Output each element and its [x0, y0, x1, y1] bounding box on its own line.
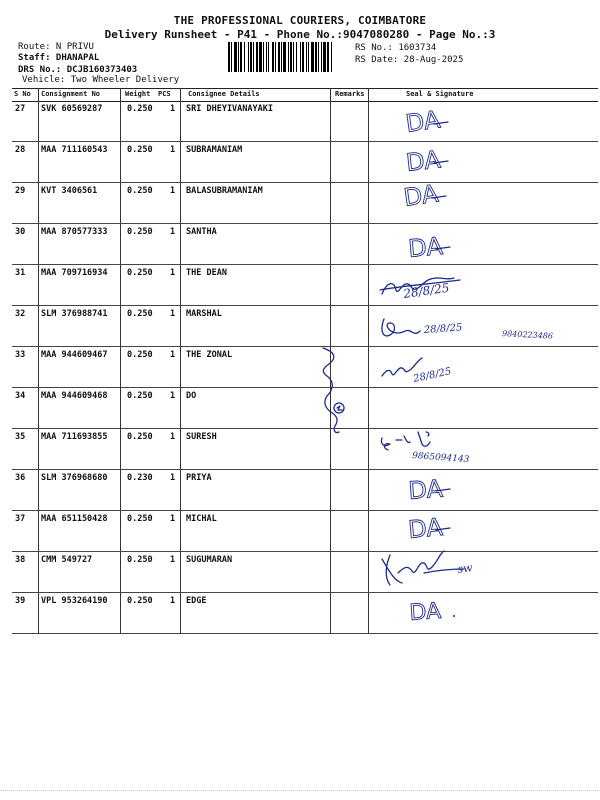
handwritten-text: DA — [407, 232, 444, 263]
signature-cell — [362, 510, 598, 551]
staff-text: Staff: DHANAPAL — [18, 53, 100, 63]
signature-scribble — [362, 428, 598, 469]
table-row — [12, 387, 598, 429]
drs-number: DRS No.: DCJB160373403 — [18, 65, 138, 75]
row-weight: 0.230 — [127, 473, 153, 483]
col-consignee: Consignee Details — [188, 90, 260, 98]
handwritten-text: DA — [404, 145, 442, 177]
signature-cell — [362, 346, 598, 387]
col-seal: Seal & Signature — [406, 90, 474, 98]
row-sno: 35 — [15, 432, 26, 442]
row-consignee: MICHAL — [186, 514, 217, 524]
row-consignment-no: KVT 3406561 — [41, 186, 98, 196]
da-signature — [362, 469, 598, 510]
row-consignee: SANTHA — [186, 227, 217, 237]
handwritten-text: DA — [408, 598, 442, 626]
table-row — [12, 346, 598, 388]
row-pcs: 1 — [170, 309, 176, 319]
row-weight: 0.250 — [127, 514, 153, 524]
row-weight: 0.250 — [127, 309, 153, 319]
row-weight: 0.250 — [127, 391, 153, 401]
signature-cell — [362, 305, 598, 346]
row-pcs: 1 — [170, 514, 176, 524]
table-row — [12, 100, 598, 142]
row-consignee: EDGE — [186, 596, 207, 606]
row-sno: 37 — [15, 514, 26, 524]
row-weight: 0.250 — [127, 186, 153, 196]
route-text: Route: N PRIVU — [18, 42, 94, 52]
handwritten-text: 28/8/25 — [402, 280, 451, 301]
row-pcs: 1 — [170, 596, 176, 606]
signature-cell — [362, 469, 598, 510]
da-signature — [362, 141, 598, 182]
col-consignment: Consignment No — [41, 90, 101, 98]
row-pcs: 1 — [170, 432, 176, 442]
row-sno: 36 — [15, 473, 26, 483]
row-pcs: 1 — [170, 555, 176, 565]
row-consignment-no: MAA 944609467 — [41, 350, 108, 360]
row-consignee: THE ZONAL — [186, 350, 233, 360]
handwritten-text: DA — [407, 513, 444, 544]
row-consignee: PRIYA — [186, 473, 212, 483]
row-consignment-no: MAA 711693855 — [41, 432, 108, 442]
signature-cell — [362, 179, 598, 223]
col-remarks: Remarks — [335, 90, 365, 98]
row-sno: 31 — [15, 268, 26, 278]
row-consignee: MARSHAL — [186, 309, 222, 319]
row-pcs: 1 — [170, 227, 176, 237]
row-pcs: 1 — [170, 350, 176, 360]
row-consignment-no: VPL 953264190 — [41, 596, 108, 606]
da-signature — [362, 100, 598, 141]
row-consignee: THE DEAN — [186, 268, 227, 278]
row-sno: 34 — [15, 391, 26, 401]
row-weight: 0.250 — [127, 596, 153, 606]
signature-scribble — [362, 305, 598, 346]
da-signature — [362, 510, 598, 551]
table-row — [12, 510, 598, 552]
row-pcs: 1 — [170, 391, 176, 401]
row-consignee: SURESH — [186, 432, 217, 442]
table-row — [12, 592, 598, 634]
table-row — [12, 469, 598, 511]
handwritten-text: DA — [403, 105, 442, 138]
signature-cell — [362, 592, 598, 633]
row-consignment-no: MAA 711160543 — [41, 145, 108, 155]
row-pcs: 1 — [170, 268, 176, 278]
row-weight: 0.250 — [127, 268, 153, 278]
table-row — [12, 179, 598, 224]
row-sno: 39 — [15, 596, 26, 606]
row-weight: 0.250 — [127, 227, 153, 237]
col-pcs: PCS — [158, 90, 171, 98]
signature-cell — [362, 141, 598, 182]
handwritten-text: 9865094143 — [411, 451, 470, 465]
row-consignee: SUBRAMANIAM — [186, 145, 243, 155]
signature-cell — [362, 100, 598, 141]
rs-date: RS Date: 28-Aug-2025 — [355, 55, 464, 65]
signature-cell — [362, 223, 598, 264]
signature-scribble — [362, 264, 598, 305]
signature-cell — [362, 551, 598, 592]
row-consignment-no: SVK 60569287 — [41, 104, 103, 114]
table-row — [12, 305, 598, 347]
row-consignee: SRI DHEYIVANAYAKI — [186, 104, 273, 114]
handwritten-text: DA — [401, 179, 440, 212]
row-consignment-no: MAA 651150428 — [41, 514, 108, 524]
handwritten-text: 9840223486 — [501, 329, 554, 341]
runsheet-subtitle: Delivery Runsheet - P41 - Phone No.:9047080280 - Page No.:3 — [104, 28, 496, 41]
signature-scribble — [362, 346, 598, 387]
row-pcs: 1 — [170, 473, 176, 483]
handwritten-text: 28/8/25 — [423, 322, 463, 336]
row-consignment-no: SLM 376988741 — [41, 309, 108, 319]
row-weight: 0.250 — [127, 555, 153, 565]
signature-cell — [362, 264, 598, 305]
row-consignee: BALASUBRAMANIAM — [186, 186, 263, 196]
row-consignment-no: MAA 870577333 — [41, 227, 108, 237]
row-consignment-no: MAA 709716934 — [41, 268, 108, 278]
row-consignee: SUGUMARAN — [186, 555, 233, 565]
rs-number: RS No.: 1603734 — [355, 43, 437, 53]
page-footer — [0, 790, 600, 799]
row-sno: 27 — [15, 104, 26, 114]
da-signature — [362, 179, 598, 223]
row-consignment-no: MAA 944609468 — [41, 391, 108, 401]
row-pcs: 1 — [170, 186, 176, 196]
handwritten-text: DA — [407, 474, 444, 505]
row-pcs: 1 — [170, 104, 176, 114]
row-pcs: 1 — [170, 145, 176, 155]
row-sno: 33 — [15, 350, 26, 360]
col-sno: S No — [14, 90, 31, 98]
row-consignee: DO — [186, 391, 197, 401]
row-consignment-no: CMM 549727 — [41, 555, 93, 565]
table-row — [12, 551, 598, 593]
row-sno: 32 — [15, 309, 26, 319]
table-row — [12, 223, 598, 265]
barcode-icon — [228, 42, 352, 72]
row-sno: 30 — [15, 227, 26, 237]
row-weight: 0.250 — [127, 350, 153, 360]
table-row — [12, 141, 598, 183]
row-weight: 0.250 — [127, 432, 153, 442]
handwritten-text: 28/8/25 — [412, 366, 453, 385]
signature-scribble — [362, 551, 598, 592]
signature-cell — [362, 387, 598, 428]
row-sno: 38 — [15, 555, 26, 565]
row-weight: 0.250 — [127, 145, 153, 155]
col-weight: Weight — [125, 90, 151, 98]
da-signature — [362, 592, 598, 633]
row-sno: 28 — [15, 145, 26, 155]
row-consignment-no: SLM 376968680 — [41, 473, 108, 483]
company-title: THE PROFESSIONAL COURIERS, COIMBATORE — [173, 14, 427, 27]
row-weight: 0.250 — [127, 104, 153, 114]
vehicle-text: Vehicle: Two Wheeler Delivery — [22, 75, 180, 85]
table-row — [12, 264, 598, 306]
signature-cell — [362, 428, 598, 469]
table-row — [12, 428, 598, 470]
row-sno: 29 — [15, 186, 26, 196]
handwritten-text: sw — [456, 561, 474, 576]
da-signature — [362, 223, 598, 264]
